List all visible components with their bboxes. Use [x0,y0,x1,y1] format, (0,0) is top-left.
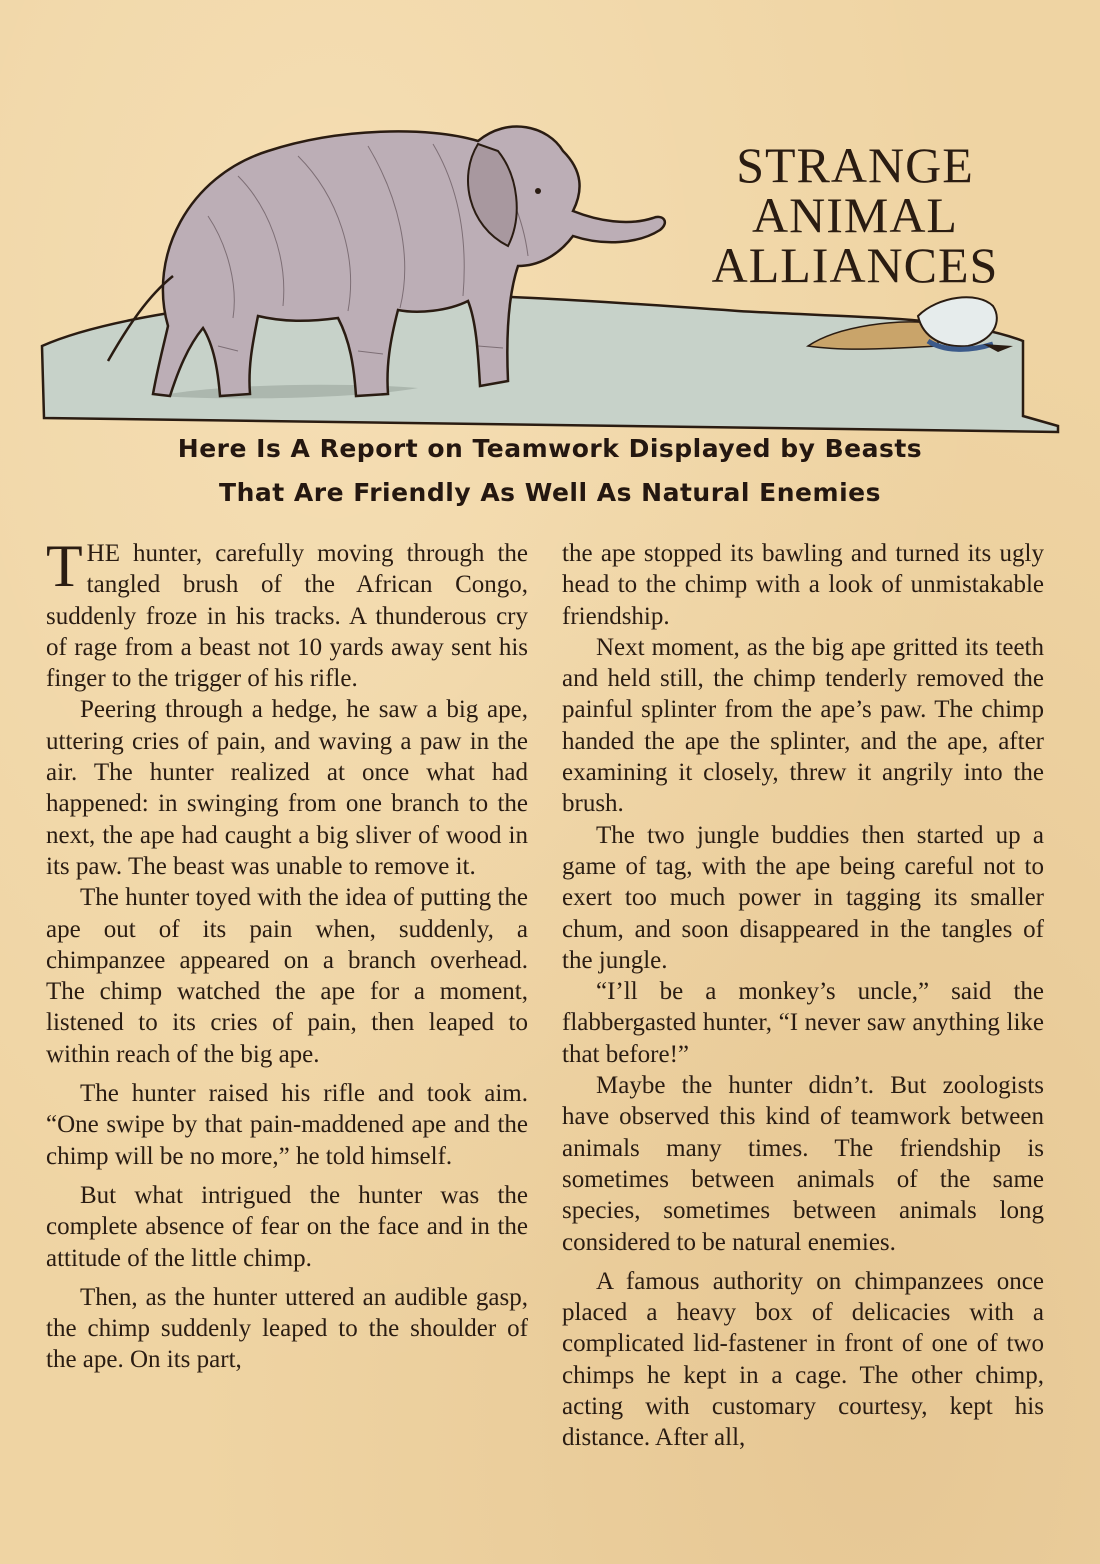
article-title [690,137,1020,293]
paragraph: The two jungle buddies then started up a game of tag, with the ape being careful not to exert too much power in tagging its smaller chum, and soon disappeared in the tangles of the jungle. [562,821,1044,974]
title-line: ALLIANCES [711,237,999,293]
title-line: ANIMAL [752,187,958,243]
article-column-right [562,538,1044,1454]
paragraph: the ape stopped its bawling and turned its ugly head to the chimp with a look of unmistakable friendship. [562,540,1044,630]
paragraph: Maybe the hunter didn’t. But zoologists have observed this kind of teamwork between animals many times. The friendship is sometimes between animals of the same species, sometimes between animals long considered to be natural enemies. [562,1072,1044,1256]
paragraph: But what intrigued the hunter was the complete absence of fear on the face and in the attitude of the little chimp. [46,1181,528,1272]
paragraph-text: HE hunter, carefully moving through the tangled brush of the African Congo, suddenly froze in his tracks. A thunderous cry of rage from a beast not 10 yards away sent his finger to the trigger of his rifle. [46,540,528,693]
title-line: STRANGE [736,137,974,193]
paragraph: The hunter toyed with the idea of putting the ape out of its pain when, suddenly, a chimpanzee appeared on a branch overhead. The chimp watched the ape for a moment, listened to its cries of pain, then leaped to within reach of the big ape. [46,884,528,1068]
paragraph: Next moment, as the big ape gritted its teeth and held still, the chimp tenderly removed the painful splinter from the ape’s paw. The chimp handed the ape the splinter, and the ape, after examining it closely, threw it angrily into the brush. [562,633,1044,818]
article-column-left [46,533,528,1376]
subtitle-line: Here Is A Report on Teamwork Displayed by Beasts [177,434,923,463]
paragraph: “I’ll be a monkey’s uncle,” said the flabbergasted hunter, “I never saw anything like that before!” [562,978,1044,1068]
paragraph [46,533,528,694]
subtitle-line: That Are Friendly As Well As Natural Enemies [219,478,881,507]
paragraph: Then, as the hunter uttered an audible gasp, the chimp suddenly leaped to the shoulder of the ape. On its part, [46,1283,528,1374]
paragraph: A famous authority on chimpanzees once placed a heavy box of delicacies with a complicated lid-fastener in front of one of two chimps he kept in a cage. The other chimp, acting with customary courtesy, kept his distance. After all, [562,1267,1044,1452]
paragraph: The hunter raised his rifle and took aim. “One swipe by that pain-maddened ape and the chimp will be no more,” he told himself. [46,1080,528,1170]
paragraph: Peering through a hedge, he saw a big ape, uttering cries of pain, and waving a paw in the air. The hunter realized at once what had happened: in swinging from one branch to the next, the ape had caught a big sliver of wood in its paw. The beast was unable to remove it. [46,696,528,880]
drop-cap: T [46,533,83,599]
